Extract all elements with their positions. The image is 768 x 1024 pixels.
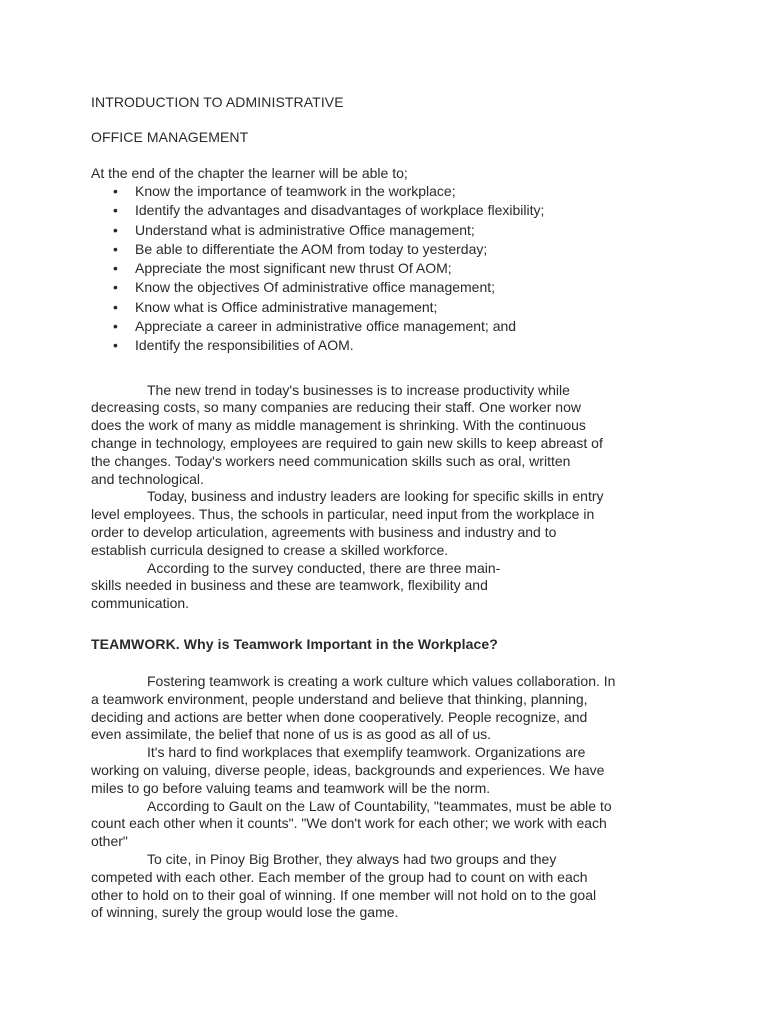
bullet-icon: • (113, 260, 118, 277)
objective-text: Appreciate a career in administrative office management; and (135, 318, 517, 335)
paragraph-line: Fostering teamwork is creating a work culture which values collaboration. In (147, 673, 616, 690)
paragraph-line: decreasing costs, so many companies are reducing their staff. One worker now (91, 399, 581, 416)
intro-paragraphs (91, 382, 691, 613)
paragraph-line: working on valuing, diverse people, ideas, backgrounds and experiences. We have (91, 762, 605, 779)
objective-item (91, 201, 691, 220)
objective-item (91, 240, 691, 259)
paragraph-line: change in technology, employees are required to gain new skills to keep abreast of (91, 435, 603, 452)
paragraph-line: According to Gault on the Law of Countability, "teammates, must be able to (147, 797, 612, 814)
paragraph-line: does the work of many as middle management is shrinking. With the continuous (91, 417, 586, 434)
objectives-intro: At the end of the chapter the learner will be able to; (91, 165, 408, 181)
body-paragraph (91, 673, 691, 744)
paragraph-line: Today, business and industry leaders are looking for specific skills in entry (147, 488, 604, 505)
paragraph-line: the changes. Today's workers need communication skills such as oral, written (91, 452, 571, 469)
paragraph-line: other" (91, 833, 128, 850)
bullet-icon: • (113, 337, 118, 354)
paragraph-line: level employees. Thus, the schools in particular, need input from the workplace in (91, 506, 595, 523)
body-paragraph (91, 851, 691, 922)
paragraph-line: deciding and actions are better when done cooperatively. People recognize, and (91, 708, 588, 725)
body-paragraph (91, 560, 691, 613)
paragraph-line: order to develop articulation, agreements with business and industry and to (91, 524, 557, 541)
objective-item (91, 298, 691, 317)
objective-item (91, 336, 691, 355)
document-title-line-2: OFFICE MANAGEMENT (91, 129, 249, 145)
objective-text: Know the importance of teamwork in the workplace; (135, 183, 456, 199)
paragraph-line: even assimilate, the belief that none of us is as good as all of us. (91, 726, 492, 743)
objective-item (91, 278, 691, 297)
paragraph-line: other to hold on to their goal of winning. If one member will not hold on to the goal (91, 886, 597, 903)
bullet-icon: • (113, 298, 118, 315)
bullet-icon: • (113, 221, 118, 238)
objective-text: Know the objectives Of administrative office management; (135, 279, 496, 296)
objective-text: Identify the advantages and disadvantages of workplace flexibility; (135, 202, 545, 219)
body-paragraph (91, 744, 691, 797)
paragraph-line: of winning, surely the group would lose the game. (91, 904, 399, 921)
objective-item (91, 221, 691, 240)
objective-item (91, 317, 691, 336)
objective-text: Be able to differentiate the AOM from today to yesterday; (135, 240, 488, 257)
paragraph-line: skills needed in business and these are teamwork, flexibility and (91, 577, 488, 594)
objective-text: Appreciate the most significant new thrust Of AOM; (135, 260, 452, 277)
body-paragraph (91, 798, 691, 851)
objective-text: Identify the responsibilities of AOM. (135, 337, 354, 354)
bullet-icon: • (113, 240, 118, 257)
objective-item (91, 259, 691, 278)
paragraph-line: To cite, in Pinoy Big Brother, they always had two groups and they (147, 851, 557, 867)
document-content (91, 93, 691, 922)
section-heading-teamwork: TEAMWORK. Why is Teamwork Important in the Workplace? (91, 636, 498, 653)
body-paragraph (91, 488, 691, 559)
objective-item (91, 182, 691, 201)
objective-text: Understand what is administrative Office management; (135, 221, 475, 238)
document-title-line-1: INTRODUCTION TO ADMINISTRATIVE (91, 94, 344, 110)
paragraph-line: According to the survey conducted, there are three main- (147, 559, 501, 576)
paragraph-line: The new trend in today's businesses is to increase productivity while (147, 381, 570, 398)
objective-text: Know what is Office administrative management; (135, 298, 438, 315)
paragraph-line: establish curricula designed to crease a skilled workforce. (91, 541, 449, 558)
bullet-icon: • (113, 202, 118, 219)
paragraph-line: count each other when it counts". "We don't work for each other; we work with each (91, 815, 607, 832)
paragraph-line: It's hard to find workplaces that exemplify teamwork. Organizations are (147, 744, 586, 761)
teamwork-paragraphs (91, 673, 691, 922)
paragraph-line: miles to go before valuing teams and teamwork will be the norm. (91, 779, 491, 796)
body-paragraph (91, 382, 691, 489)
bullet-icon: • (113, 183, 118, 199)
paragraph-line: communication. (91, 595, 190, 612)
bullet-icon: • (113, 318, 118, 335)
objectives-list (91, 182, 691, 356)
paragraph-line: competed with each other. Each member of the group had to count on with each (91, 868, 588, 885)
paragraph-line: and technological. (91, 470, 204, 487)
paragraph-line: a teamwork environment, people understand and believe that thinking, planning, (91, 690, 588, 707)
bullet-icon: • (113, 279, 118, 296)
